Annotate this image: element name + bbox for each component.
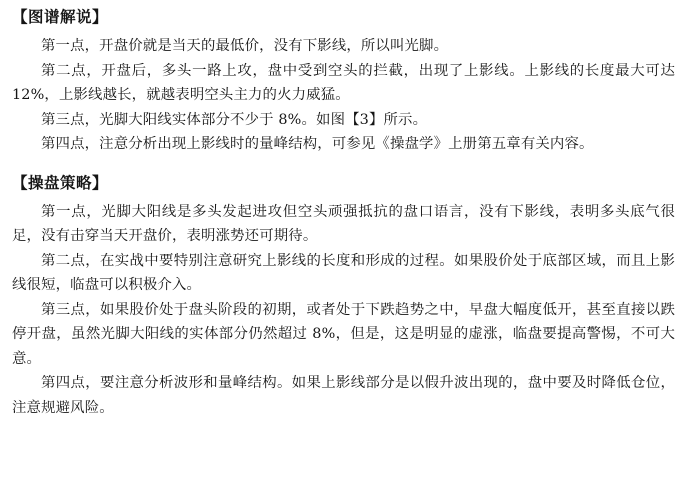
section-trading-strategy [12, 172, 675, 421]
paragraph: 第三点，如果股价处于盘头阶段的初期，或者处于下跌趋势之中，早盘大幅度低开，甚至直接以跌停开盘，虽然光脚大阳线的实体部分仍然超过 8%，但是，这是明显的虚涨，临盘要提高警惕，不可大意。 [12, 301, 675, 367]
section-heading: 【操盘策略】 [12, 173, 109, 192]
section-chart-explanation [12, 6, 675, 157]
paragraph: 第四点，要注意分析波形和量峰结构。如果上影线部分是以假升波出现的，盘中要及时降低仓位，注意规避风险。 [12, 375, 675, 416]
paragraph: 第四点，注意分析出现上影线时的量峰结构，可参见《操盘学》上册第五章有关内容。 [41, 136, 594, 152]
section-heading: 【图谱解说】 [12, 8, 109, 26]
paragraph: 第三点，光脚大阳线实体部分不少于 8%。如图【3】所示。 [41, 111, 428, 128]
paragraph: 第一点，光脚大阳线是多头发起进攻但空头顽强抵抗的盘口语言，没有下影线，表明多头底气很足，没有击穿当天开盘价，表明涨势还可期待。 [12, 203, 675, 244]
paragraph: 第二点，在实战中要特别注意研究上影线的长度和形成的过程。如果股价处于底部区域，而且上影线很短，临盘可以积极介入。 [12, 252, 675, 293]
paragraph: 第二点，开盘后，多头一路上攻，盘中受到空头的拦截，出现了上影线。上影线的长度最大可达 12%，上影线越长，就越表明空头主力的火力威猛。 [12, 62, 675, 103]
paragraph: 第一点，开盘价就是当天的最低价，没有下影线，所以叫光脚。 [41, 38, 449, 54]
